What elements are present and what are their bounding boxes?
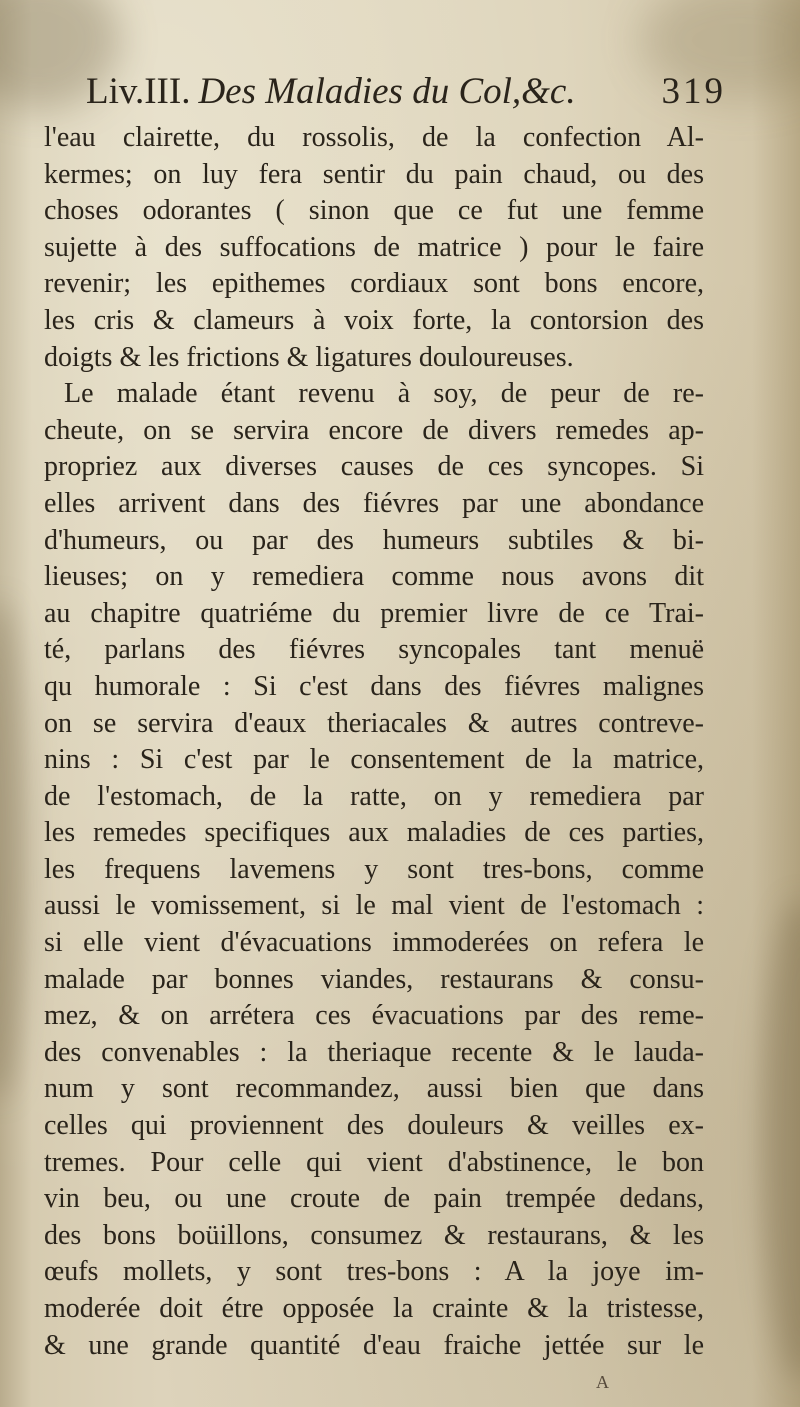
text-line: & une grande quantité d'eau fraiche jettée sur le xyxy=(44,1329,704,1361)
text-line: té, parlans des fiévres syncopales tant menuë xyxy=(44,634,704,666)
text-line: choses odorantes ( sinon que ce fut une femme xyxy=(44,195,704,227)
text-line: si elle vient d'évacuations immoderées on refera le xyxy=(44,927,704,959)
text-line: malade par bonnes viandes, restaurans & consu- xyxy=(44,963,704,995)
running-header xyxy=(86,66,726,118)
page-number: 319 xyxy=(661,71,726,112)
text-line: Le malade étant revenu à soy, de peur de re- xyxy=(64,378,704,410)
text-line: doigts & les frictions & ligatures douloureuses. xyxy=(44,341,574,373)
text-line: d'humeurs, ou par des humeurs subtiles & bi- xyxy=(44,524,704,556)
text-line: kermes; on luy fera sentir du pain chaud, ou des xyxy=(44,158,704,190)
text-line: revenir; les epithemes cordiaux sont bons encore, xyxy=(44,268,704,300)
text-line: mez, & on arrétera ces évacuations par des reme- xyxy=(44,1000,704,1032)
text-line: des convenables : la theriaque recente & le lauda- xyxy=(44,1036,704,1068)
text-line: des bons boüillons, consumez & restaurans, & les xyxy=(44,1219,704,1251)
text-line: œufs mollets, y sont tres-bons : A la joye im- xyxy=(44,1256,704,1288)
text-line: tremes. Pour celle qui vient d'abstinence, le bon xyxy=(44,1146,704,1178)
text-line: propriez aux diverses causes de ces syncopes. Si xyxy=(44,451,704,483)
text-line: elles arrivent dans des fiévres par une abondance xyxy=(44,487,704,519)
text-line: moderée doit étre opposée la crainte & la tristesse, xyxy=(44,1293,704,1324)
book-number: Liv.III. xyxy=(86,71,191,112)
text-line: sujette à des suffocations de matrice ) pour le faire xyxy=(44,231,704,263)
text-line: num y sont recommandez, aussi bien que dans xyxy=(44,1073,704,1105)
text-line: on se servira d'eaux theriacales & autres contreve- xyxy=(44,707,704,739)
paper-stain xyxy=(760,900,800,1380)
text-line: au chapitre quatriéme du premier livre de ce Trai- xyxy=(44,597,704,629)
body-text xyxy=(44,120,704,1364)
text-line: lieuses; on y remediera comme nous avons dit xyxy=(44,561,704,593)
text-line: vin beu, ou une croute de pain trempée dedans, xyxy=(44,1183,704,1215)
text-line: qu humorale : Si c'est dans des fiévres malignes xyxy=(44,670,704,702)
text-line: les remedes specifiques aux maladies de ces parties, xyxy=(44,817,704,849)
text-line: les cris & clameurs à voix forte, la contorsion des xyxy=(44,304,704,336)
text-line: cheute, on se servira encore de divers remedes ap- xyxy=(44,414,704,446)
text-line: nins : Si c'est par le consentement de la matrice, xyxy=(44,744,704,776)
text-line: aussi le vomissement, si le mal vient de l'estomach : xyxy=(44,890,704,922)
signature-mark: A xyxy=(596,1372,609,1392)
text-line: celles qui proviennent des douleurs & veilles ex- xyxy=(44,1110,704,1142)
paper-stain xyxy=(0,600,30,1100)
chapter-title: Des Maladies du Col,&c. xyxy=(198,71,576,112)
text-line: les frequens lavemens y sont tres-bons, comme xyxy=(44,853,704,885)
text-line: l'eau clairette, du rossolis, de la confection Al- xyxy=(44,122,704,153)
text-line: de l'estomach, de la ratte, on y remediera par xyxy=(44,780,704,812)
